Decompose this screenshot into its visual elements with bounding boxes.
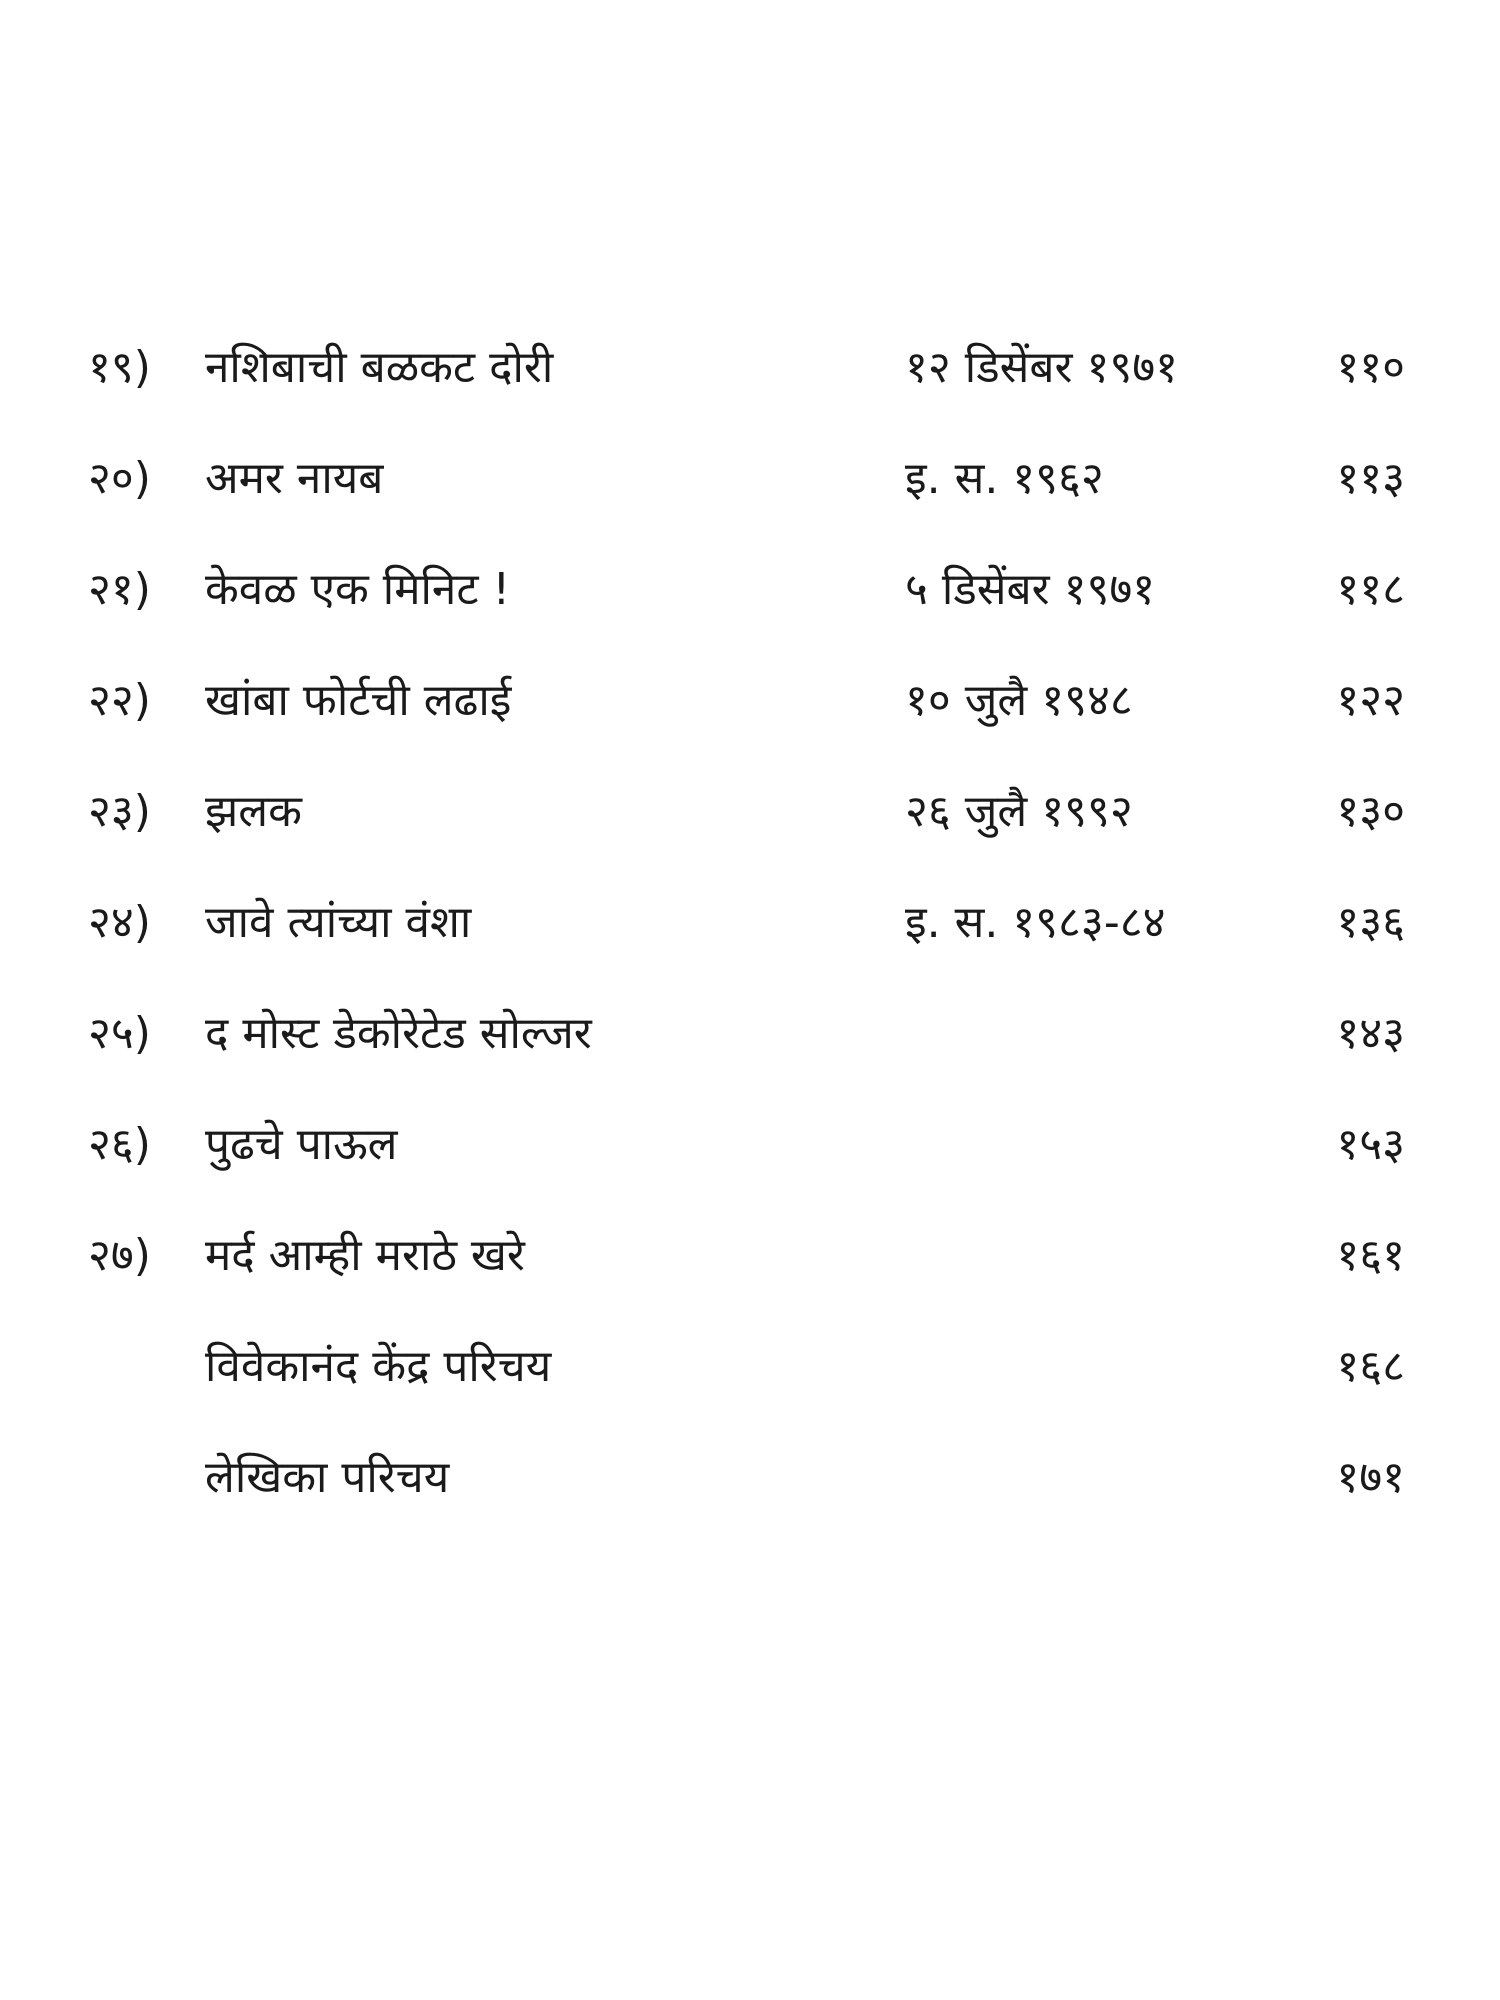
entry-page-number: १४३ bbox=[1336, 1008, 1405, 1059]
entry-page-number: १६८ bbox=[1336, 1341, 1405, 1392]
entry-title: विवेकानंद केंद्र परिचय bbox=[205, 1341, 552, 1392]
entry-page-number: ११३ bbox=[1336, 453, 1405, 504]
toc-entry bbox=[0, 449, 1500, 560]
entry-number: २७) bbox=[88, 1230, 151, 1281]
entry-title: केवळ एक मिनिट ! bbox=[205, 564, 511, 615]
toc-entry bbox=[0, 1226, 1500, 1337]
entry-date: इ. स. १९८३-८४ bbox=[905, 897, 1166, 948]
entry-title: द मोस्ट डेकोरेटेड सोल्जर bbox=[205, 1008, 592, 1059]
toc-entry bbox=[0, 1337, 1500, 1448]
entry-title: नशिबाची बळकट दोरी bbox=[205, 342, 554, 393]
toc-entry bbox=[0, 338, 1500, 449]
entry-page-number: १५३ bbox=[1336, 1119, 1405, 1170]
entry-title: जावे त्यांच्या वंशा bbox=[205, 897, 472, 948]
entry-number: २०) bbox=[88, 453, 151, 504]
entry-title: लेखिका परिचय bbox=[205, 1452, 450, 1503]
table-of-contents bbox=[0, 338, 1500, 1559]
entry-page-number: ११८ bbox=[1336, 564, 1405, 615]
entry-title: मर्द आम्ही मराठे खरे bbox=[205, 1230, 525, 1281]
toc-entry bbox=[0, 1115, 1500, 1226]
entry-number: २५) bbox=[88, 1008, 151, 1059]
toc-entry bbox=[0, 671, 1500, 782]
entry-number: २४) bbox=[88, 897, 151, 948]
entry-number: २६) bbox=[88, 1119, 151, 1170]
toc-entry bbox=[0, 782, 1500, 893]
entry-date: १० जुलै १९४८ bbox=[905, 675, 1133, 726]
entry-page-number: १३० bbox=[1336, 786, 1405, 837]
toc-entry bbox=[0, 1448, 1500, 1559]
entry-page-number: १७१ bbox=[1336, 1452, 1405, 1503]
entry-number: २२) bbox=[88, 675, 151, 726]
entry-title: पुढचे पाऊल bbox=[205, 1119, 398, 1170]
toc-entry bbox=[0, 560, 1500, 671]
entry-number: २१) bbox=[88, 564, 151, 615]
entry-title: अमर नायब bbox=[205, 453, 384, 504]
entry-title: खांबा फोर्टची लढाई bbox=[205, 675, 512, 726]
entry-page-number: १३६ bbox=[1336, 897, 1405, 948]
entry-number: १९) bbox=[88, 342, 151, 393]
entry-date: इ. स. १९६२ bbox=[905, 453, 1104, 504]
toc-entry bbox=[0, 1004, 1500, 1115]
entry-page-number: १२२ bbox=[1336, 675, 1405, 726]
entry-title: झलक bbox=[205, 786, 302, 837]
entry-page-number: ११० bbox=[1336, 342, 1405, 393]
entry-page-number: १६१ bbox=[1336, 1230, 1405, 1281]
entry-date: ५ डिसेंबर १९७१ bbox=[905, 564, 1156, 615]
entry-date: १२ डिसेंबर १९७१ bbox=[905, 342, 1179, 393]
entry-date: २६ जुलै १९९२ bbox=[905, 786, 1133, 837]
entry-number: २३) bbox=[88, 786, 151, 837]
toc-entry bbox=[0, 893, 1500, 1004]
